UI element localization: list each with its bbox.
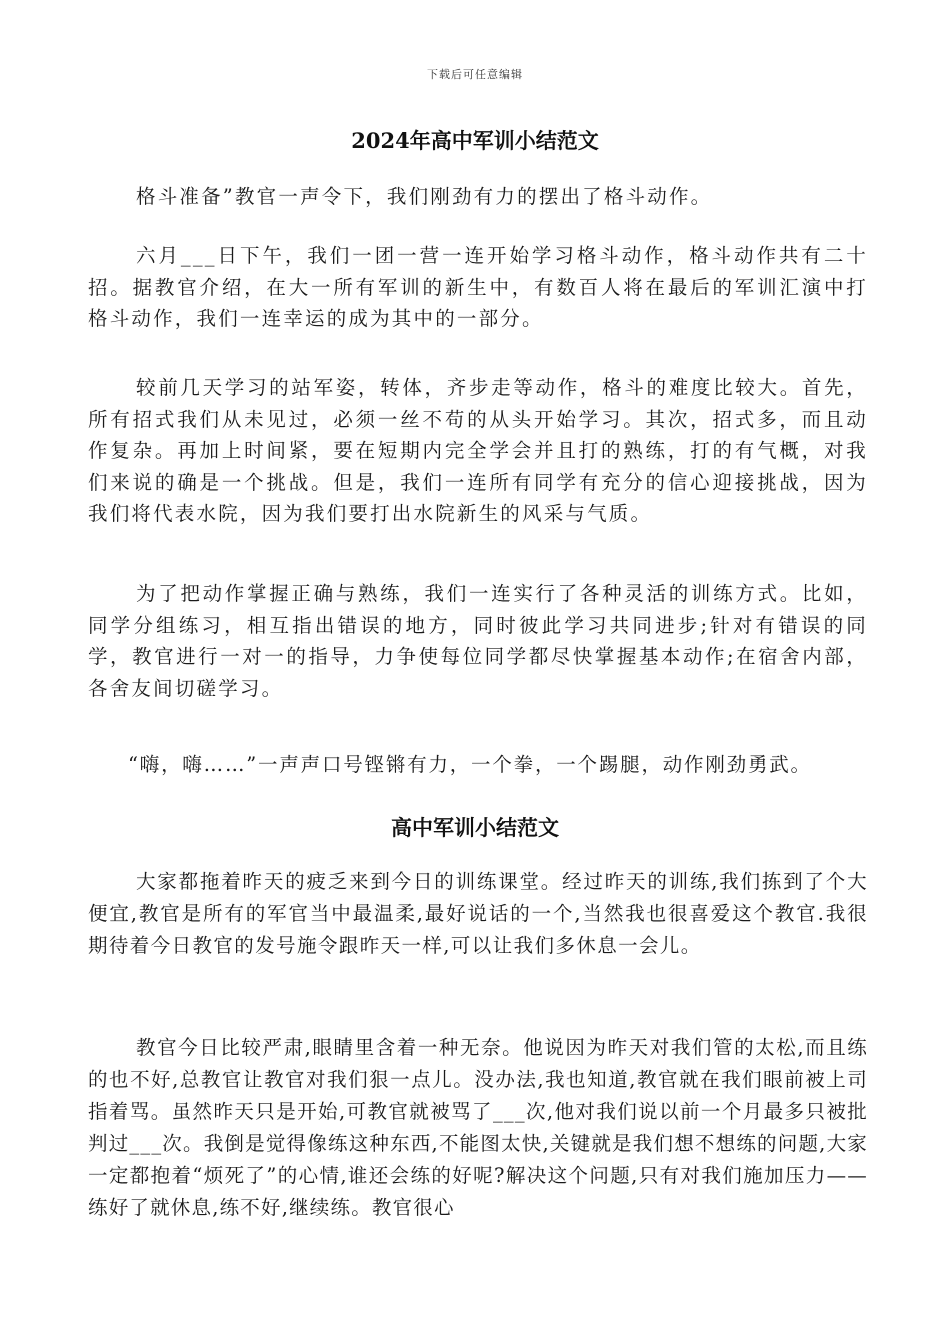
section1-title: 2024年高中军训小结范文 <box>351 128 599 153</box>
section1-paragraph-4: 为了把动作掌握正确与熟练，我们一连实行了各种灵活的训练方式。比如，同学分组练习，相互指出错误的地方，同时彼此学习共同进步;针对有错误的同学，教官进行一对一的指导，力争使每位同学都尽快掌握基本动作;在宿舍内部，各舍友间切磋学习。 <box>88 582 868 700</box>
section2-title: 高中军训小结范文 <box>391 815 559 840</box>
section1-paragraph-3: 较前几天学习的站军姿，转体，齐步走等动作，格斗的难度比较大。首先，所有招式我们从未见过，必须一丝不苟的从头开始学习。其次，招式多，而且动作复杂。再加上时间紧，要在短期内完全学会并且打的熟练，打的有气概，对我们来说的确是一个挑战。但是，我们一连所有同学有充分的信心迎接挑战，因为我们将代表水院，因为我们要打出水院新生的风采与气质。 <box>88 376 868 525</box>
section2-paragraph-2: 教官今日比较严肃,眼睛里含着一种无奈。他说因为昨天对我们管的太松,而且练的也不好,总教官让教官对我们狠一点儿。没办法,我也知道,教官就在我们眼前被上司指着骂。虽然昨天只是开始,可教官就被骂了___次,他对我们说以前一个月最多只被批判过___次。我倒是觉得像练这种东西,不能图太快,关键就是我们想不想练的问题,大家一定都抱着“烦死了”的心情,谁还会练的好呢?解决这个问题,只有对我们施加压力——练好了就休息,练不好,继续练。教官很心 <box>88 1036 868 1219</box>
section1-paragraph-1: 格斗准备”教官一声令下，我们刚劲有力的摆出了格斗动作。 <box>136 185 713 208</box>
section1-paragraph-2: 六月___日下午，我们一团一营一连开始学习格斗动作，格斗动作共有二十招。据教官介绍，在大一所有军训的新生中，有数百人将在最后的军训汇演中打格斗动作，我们一连幸运的成为其中的一部分。 <box>88 244 868 330</box>
section1-paragraph-5: “嗨，嗨……”一声声口号铿锵有力，一个拳，一个踢腿，动作刚劲勇武。 <box>128 753 812 776</box>
section2-paragraph-1: 大家都拖着昨天的疲乏来到今日的训练课堂。经过昨天的训练,我们拣到了个大便宜,教官是所有的军官当中最温柔,最好说话的一个,当然我也很喜爱这个教官.我很期待着今日教官的发号施令跟昨天一样,可以让我们多休息一会儿。 <box>88 870 868 957</box>
header-note: 下载后可任意编辑 <box>427 68 523 81</box>
